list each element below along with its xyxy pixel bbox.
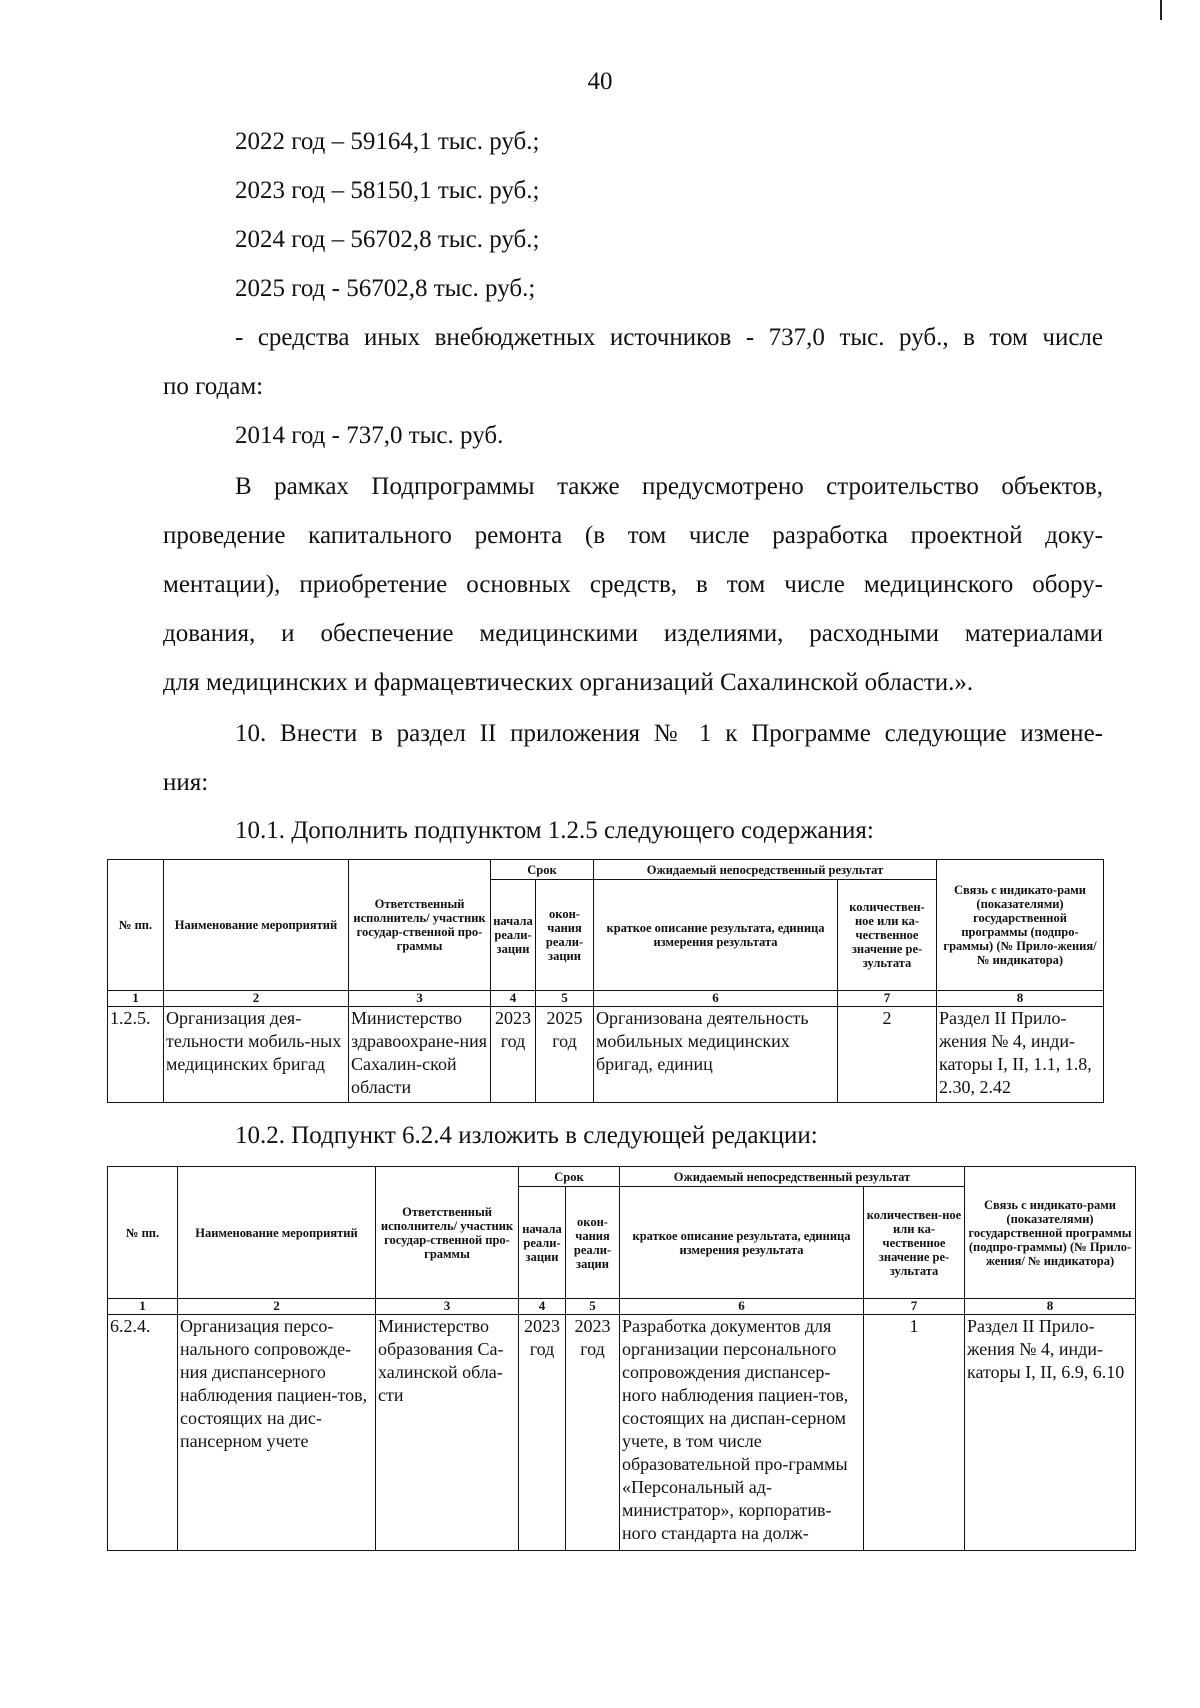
col-number: 1 [108, 991, 164, 1007]
row-name: Организация персо-нального сопровожде-ния диспансерного наблюдения пациен-тов, состоящих на дис-пансерном учете [178, 1315, 376, 1551]
paragraph-line-2: проведение капитального ремонта (в том числе разработка проектной доку- [163, 522, 1103, 549]
row-start: 2023 год [519, 1315, 566, 1551]
header-end: окон-чания реали-зации [536, 880, 594, 991]
item-10-2-heading: 10.2. Подпункт 6.2.4 изложить в следующей редакции: [235, 1122, 818, 1149]
col-number: 7 [864, 1299, 965, 1315]
paragraph-line-3: ментации), приобретение основных средств, в том числе медицинского обору- [163, 571, 1103, 598]
row-link: Раздел II Прило-жения № 4, инди-каторы I, II, 6.9, 6.10 [965, 1315, 1136, 1551]
header-end: окон-чания реали-зации [566, 1187, 620, 1299]
header-start: начала реали-зации [519, 1187, 566, 1299]
header-result-desc: краткое описание результата, единица измерения результата [620, 1187, 864, 1299]
header-term: Срок [491, 860, 594, 880]
col-number: 8 [937, 991, 1104, 1007]
header-name: Наименование мероприятий [178, 1167, 376, 1299]
scan-edge-line [1160, 0, 1162, 20]
header-name: Наименование мероприятий [164, 860, 349, 991]
funding-line-2025: 2025 год - 56702,8 тыс. руб.; [235, 275, 536, 302]
header-result-value: количествен-ное или ка-чественное значение ре-зультата [864, 1187, 965, 1299]
header-start: начала реали-зации [491, 880, 536, 991]
col-number: 5 [536, 991, 594, 1007]
col-number: 7 [838, 991, 937, 1007]
row-result-desc: Организована деятельность мобильных медицинских бригад, единиц [594, 1007, 838, 1103]
col-number: 3 [349, 991, 491, 1007]
row-num: 1.2.5. [108, 1007, 164, 1103]
row-result-value: 1 [864, 1315, 965, 1551]
funding-line-2024: 2024 год – 56702,8 тыс. руб.; [235, 226, 540, 253]
row-result-desc: Разработка документов для организации персонального сопровождения диспансер-ного наблюдения пациен-тов, состоящих на диспан-серном учете, в том числе образовательной про-граммы «Персональный ад-министратор», корпоратив-ного стандарта на долж- [620, 1315, 864, 1551]
header-expected-result: Ожидаемый непосредственный результат [620, 1167, 965, 1187]
header-responsible: Ответственный исполнитель/ участник государ-ственной про-граммы [349, 860, 491, 991]
row-num: 6.2.4. [108, 1315, 178, 1551]
other-sources-continuation: по годам: [163, 373, 264, 400]
item-10-line-1: 10. Внести в раздел II приложения № 1 к Программе следующие измене- [235, 720, 1103, 747]
header-num: № пп. [108, 860, 164, 991]
table-subitem-1-2-5 [107, 859, 1104, 1103]
row-name: Организация дея-тельности мобиль-ных медицинских бригад [164, 1007, 349, 1103]
header-link: Связь с индикато-рами (показателями) государственной программы (подпро-граммы) (№ Прило-жения/ № индикатора) [965, 1167, 1136, 1299]
other-sources-line: - средства иных внебюджетных источников - 737,0 тыс. руб., в том числе [235, 324, 1103, 351]
col-number: 3 [376, 1299, 519, 1315]
col-number: 4 [519, 1299, 566, 1315]
col-number: 5 [566, 1299, 620, 1315]
funding-line-2023: 2023 год – 58150,1 тыс. руб.; [235, 177, 540, 204]
col-number: 1 [108, 1299, 178, 1315]
row-end: 2025 год [536, 1007, 594, 1103]
paragraph-line-5: для медицинских и фармацевтических организаций Сахалинской области.». [163, 669, 974, 696]
header-result-desc: краткое описание результата, единица измерения результата [594, 880, 838, 991]
header-responsible: Ответственный исполнитель/ участник государ-ственной про-граммы [376, 1167, 519, 1299]
header-term: Срок [519, 1167, 620, 1187]
table-subitem-6-2-4 [107, 1166, 1136, 1551]
row-responsible: Министерство здравоохране-ния Сахалин-ской области [349, 1007, 491, 1103]
table-row [108, 1315, 1136, 1551]
row-start: 2023 год [491, 1007, 536, 1103]
row-result-value: 2 [838, 1007, 937, 1103]
funding-line-2014: 2014 год - 737,0 тыс. руб. [235, 422, 504, 449]
funding-line-2022: 2022 год – 59164,1 тыс. руб.; [235, 128, 540, 155]
header-result-value: количествен-ное или ка-чественное значение ре-зультата [838, 880, 937, 991]
table-row [108, 1007, 1104, 1103]
col-number: 8 [965, 1299, 1136, 1315]
col-number: 6 [594, 991, 838, 1007]
row-end: 2023 год [566, 1315, 620, 1551]
col-number: 2 [164, 991, 349, 1007]
item-10-1-heading: 10.1. Дополнить подпунктом 1.2.5 следующего содержания: [235, 817, 874, 844]
paragraph-line-4: дования, и обеспечение медицинскими изделиями, расходными материалами [163, 620, 1103, 647]
page-number: 40 [587, 68, 613, 95]
col-number: 6 [620, 1299, 864, 1315]
header-num: № пп. [108, 1167, 178, 1299]
header-expected-result: Ожидаемый непосредственный результат [594, 860, 937, 880]
col-number: 2 [178, 1299, 376, 1315]
header-link: Связь с индикато-рами (показателями) государственной программы (подпро-граммы) (№ Прило-жения/ № индикатора) [937, 860, 1104, 991]
row-responsible: Министерство образования Са-халинской обла-сти [376, 1315, 519, 1551]
row-link: Раздел II Прило-жения № 4, инди-каторы I, II, 1.1, 1.8, 2.30, 2.42 [937, 1007, 1104, 1103]
paragraph-line-1: В рамках Подпрограммы также предусмотрено строительство объектов, [235, 473, 1103, 500]
item-10-line-2: ния: [163, 769, 209, 796]
col-number: 4 [491, 991, 536, 1007]
